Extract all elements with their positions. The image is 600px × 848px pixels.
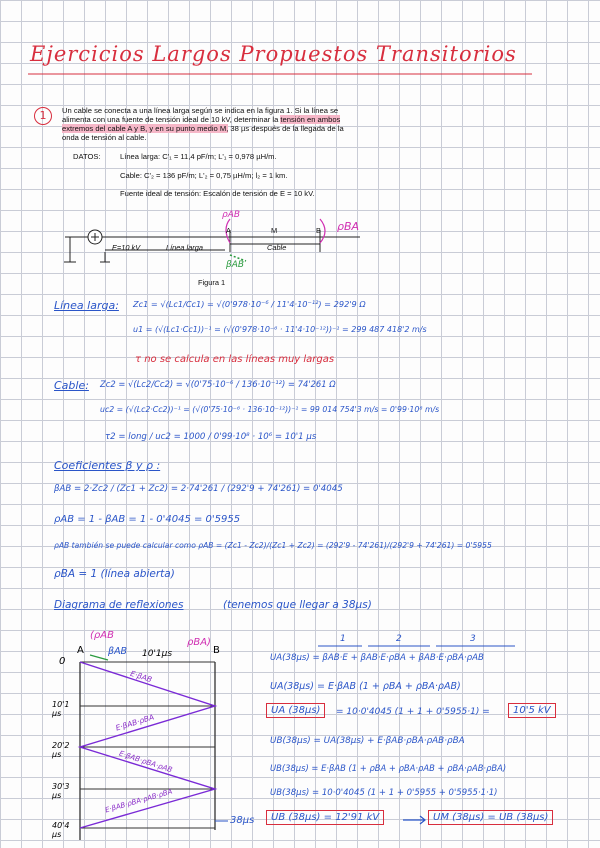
- diagram-t2: 20'2 µs: [52, 741, 70, 759]
- problem-text-1: Un cable se conecta a una línea larga según se indica en la figura 1. Si la línea se alimenta con una fuente de tensión ideal de 10 kV, determinar la: [62, 106, 339, 124]
- ua-line-3: = 10·0'4045 (1 + 1 + 0'5955·1) =: [336, 707, 490, 717]
- ray-label-1: E·βAB: [129, 668, 154, 685]
- fig-node-a: A: [226, 226, 231, 235]
- fig-line-label: Línea larga: [166, 243, 203, 252]
- rho-ab-alt-formula: ρAB también se puede calcular como ρAB = (Zc1 - Zc2)/(Zc1 + Zc2) = (292'9 - 74'261)/(292'9 + 74'261) = 0'5955: [54, 541, 492, 550]
- problem-text-2: 38 µs después de la llegada de la onda de tensión al cable.: [62, 124, 344, 142]
- zc1-formula: Zc1 = √(Lc1/Cc1) = √(0'978·10⁻⁶ / 11'4·10⁻¹²) = 292'9 Ω: [133, 299, 366, 309]
- ray-label-3: E·βAB·ρBA·ρAB: [117, 748, 174, 775]
- problem-number: 1: [39, 109, 47, 122]
- diagram-length: 10'1µs: [142, 649, 173, 659]
- datos-line-3: Fuente ideal de tensión: Escalón de tensión de E = 10 kV.: [120, 189, 315, 198]
- tau-note: τ no se calcula en las líneas muy largas: [135, 354, 335, 365]
- ua-result-lhs: UA (38µs): [266, 703, 325, 718]
- fig-annot-rho-ba: ρBA: [337, 220, 360, 233]
- beta-ab-formula: βAB = 2·Zc2 / (Zc1 + Zc2) = 2·74'261 / (292'9 + 74'261) = 0'4045: [54, 484, 343, 494]
- ua-line-1: UA(38µs) = βAB·E + βAB·E·ρBA + βAB·E·ρBA·ρAB: [270, 653, 484, 663]
- problem-highlight: tensión en ambos extremos del cable A y B, y en su punto medio M,: [62, 115, 341, 133]
- figure-caption: Figura 1: [198, 278, 226, 287]
- diagram-t3: 30'3 µs: [52, 782, 70, 800]
- fig-source-label: E=10 kV: [112, 243, 141, 252]
- fig-node-m: M: [271, 226, 278, 235]
- diagram-top-rho-ba: ρBA): [187, 637, 211, 648]
- diagram-t38: 38µs: [230, 815, 255, 826]
- u2-formula: uc2 = (√(Lc2·Cc2))⁻¹ = (√(0'75·10⁻⁶ · 136·10⁻¹²))⁻¹ = 99 014 754'3 m/s = 0'99·10⁸ m/s: [100, 405, 440, 414]
- fig-cable-label: Cable: [267, 243, 287, 252]
- zc2-formula: Zc2 = √(Lc2/Cc2) = √(0'75·10⁻⁶ / 136·10⁻¹²) = 74'261 Ω: [100, 379, 336, 389]
- brace-3: 3: [470, 634, 476, 644]
- datos-line-1: Línea larga: C'₁ = 11,4 pF/m; L'₁ = 0,978 µH/m.: [120, 152, 277, 161]
- ua-result-value: 10'5 kV: [508, 703, 556, 718]
- diagram-top-rho-ab: (ρAB: [90, 630, 114, 641]
- diagram-label: Diagrama de reflexiones: [54, 599, 184, 611]
- diagram-note: (tenemos que llegar a 38µs): [223, 599, 372, 611]
- brace-2: 2: [396, 634, 402, 644]
- diagram-t1: 10'1 µs: [52, 700, 70, 718]
- fig-node-b: B: [316, 226, 321, 235]
- diagram-top-beta-ab: βAB: [108, 646, 128, 657]
- rho-ba-formula: ρBA = 1 (línea abierta): [54, 568, 175, 580]
- u1-formula: u1 = (√(Lc1·Cc1))⁻¹ = (√(0'978·10⁻⁶ · 11'4·10⁻¹²))⁻¹ = 299 487 418'2 m/s: [133, 325, 427, 334]
- diagram-t0: 0: [59, 656, 66, 667]
- ray-label-2: E·βAB·ρBA: [114, 712, 156, 733]
- ub-result: UB (38µs) = 12'91 kV: [266, 810, 384, 825]
- diagram-t4: 40'4 µs: [52, 821, 70, 839]
- diagram-node-b: B: [213, 645, 220, 656]
- datos-label: DATOS:: [73, 152, 101, 161]
- ray-label-4: E·βAB·ρBA·ρAB·ρBA: [104, 787, 174, 815]
- ub-line-3: UB(38µs) = 10·0'4045 (1 + 1 + 0'5955 + 0'5955·1·1): [270, 788, 498, 798]
- um-result: UM (38µs) = UB (38µs): [428, 810, 553, 825]
- rho-ab-formula: ρAB = 1 - βAB = 1 - 0'4045 = 0'5955: [54, 514, 241, 525]
- ub-line-1: UB(38µs) = UA(38µs) + E·βAB·ρBA·ρAB·ρBA: [270, 736, 465, 746]
- fig-annot-rho-ab: ρAB: [222, 210, 241, 220]
- datos-line-2: Cable: C'₂ = 136 pF/m; L'₂ = 0,75 µH/m; l₂ = 1 km.: [120, 171, 288, 180]
- cable-label: Cable:: [54, 379, 89, 392]
- fig-annot-beta-ab: βAB: [226, 260, 245, 270]
- brace-1: 1: [340, 634, 346, 644]
- ua-line-2: UA(38µs) = E·βAB (1 + ρBA + ρBA·ρAB): [270, 681, 461, 692]
- linea-larga-label: Línea larga:: [54, 299, 119, 312]
- tau2-formula: τ2 = long / uc2 = 1000 / 0'99·10⁸ · 10⁶ = 10'1 µs: [105, 432, 317, 442]
- ub-line-2: UB(38µs) = E·βAB (1 + ρBA + ρBA·ρAB + ρBA·ρAB·ρBA): [270, 763, 507, 773]
- page-title: Ejercicios Largos Propuestos Transitorios: [30, 42, 517, 66]
- diagram-node-a: A: [77, 645, 84, 656]
- coef-label: Coeficientes β y ρ :: [54, 459, 161, 472]
